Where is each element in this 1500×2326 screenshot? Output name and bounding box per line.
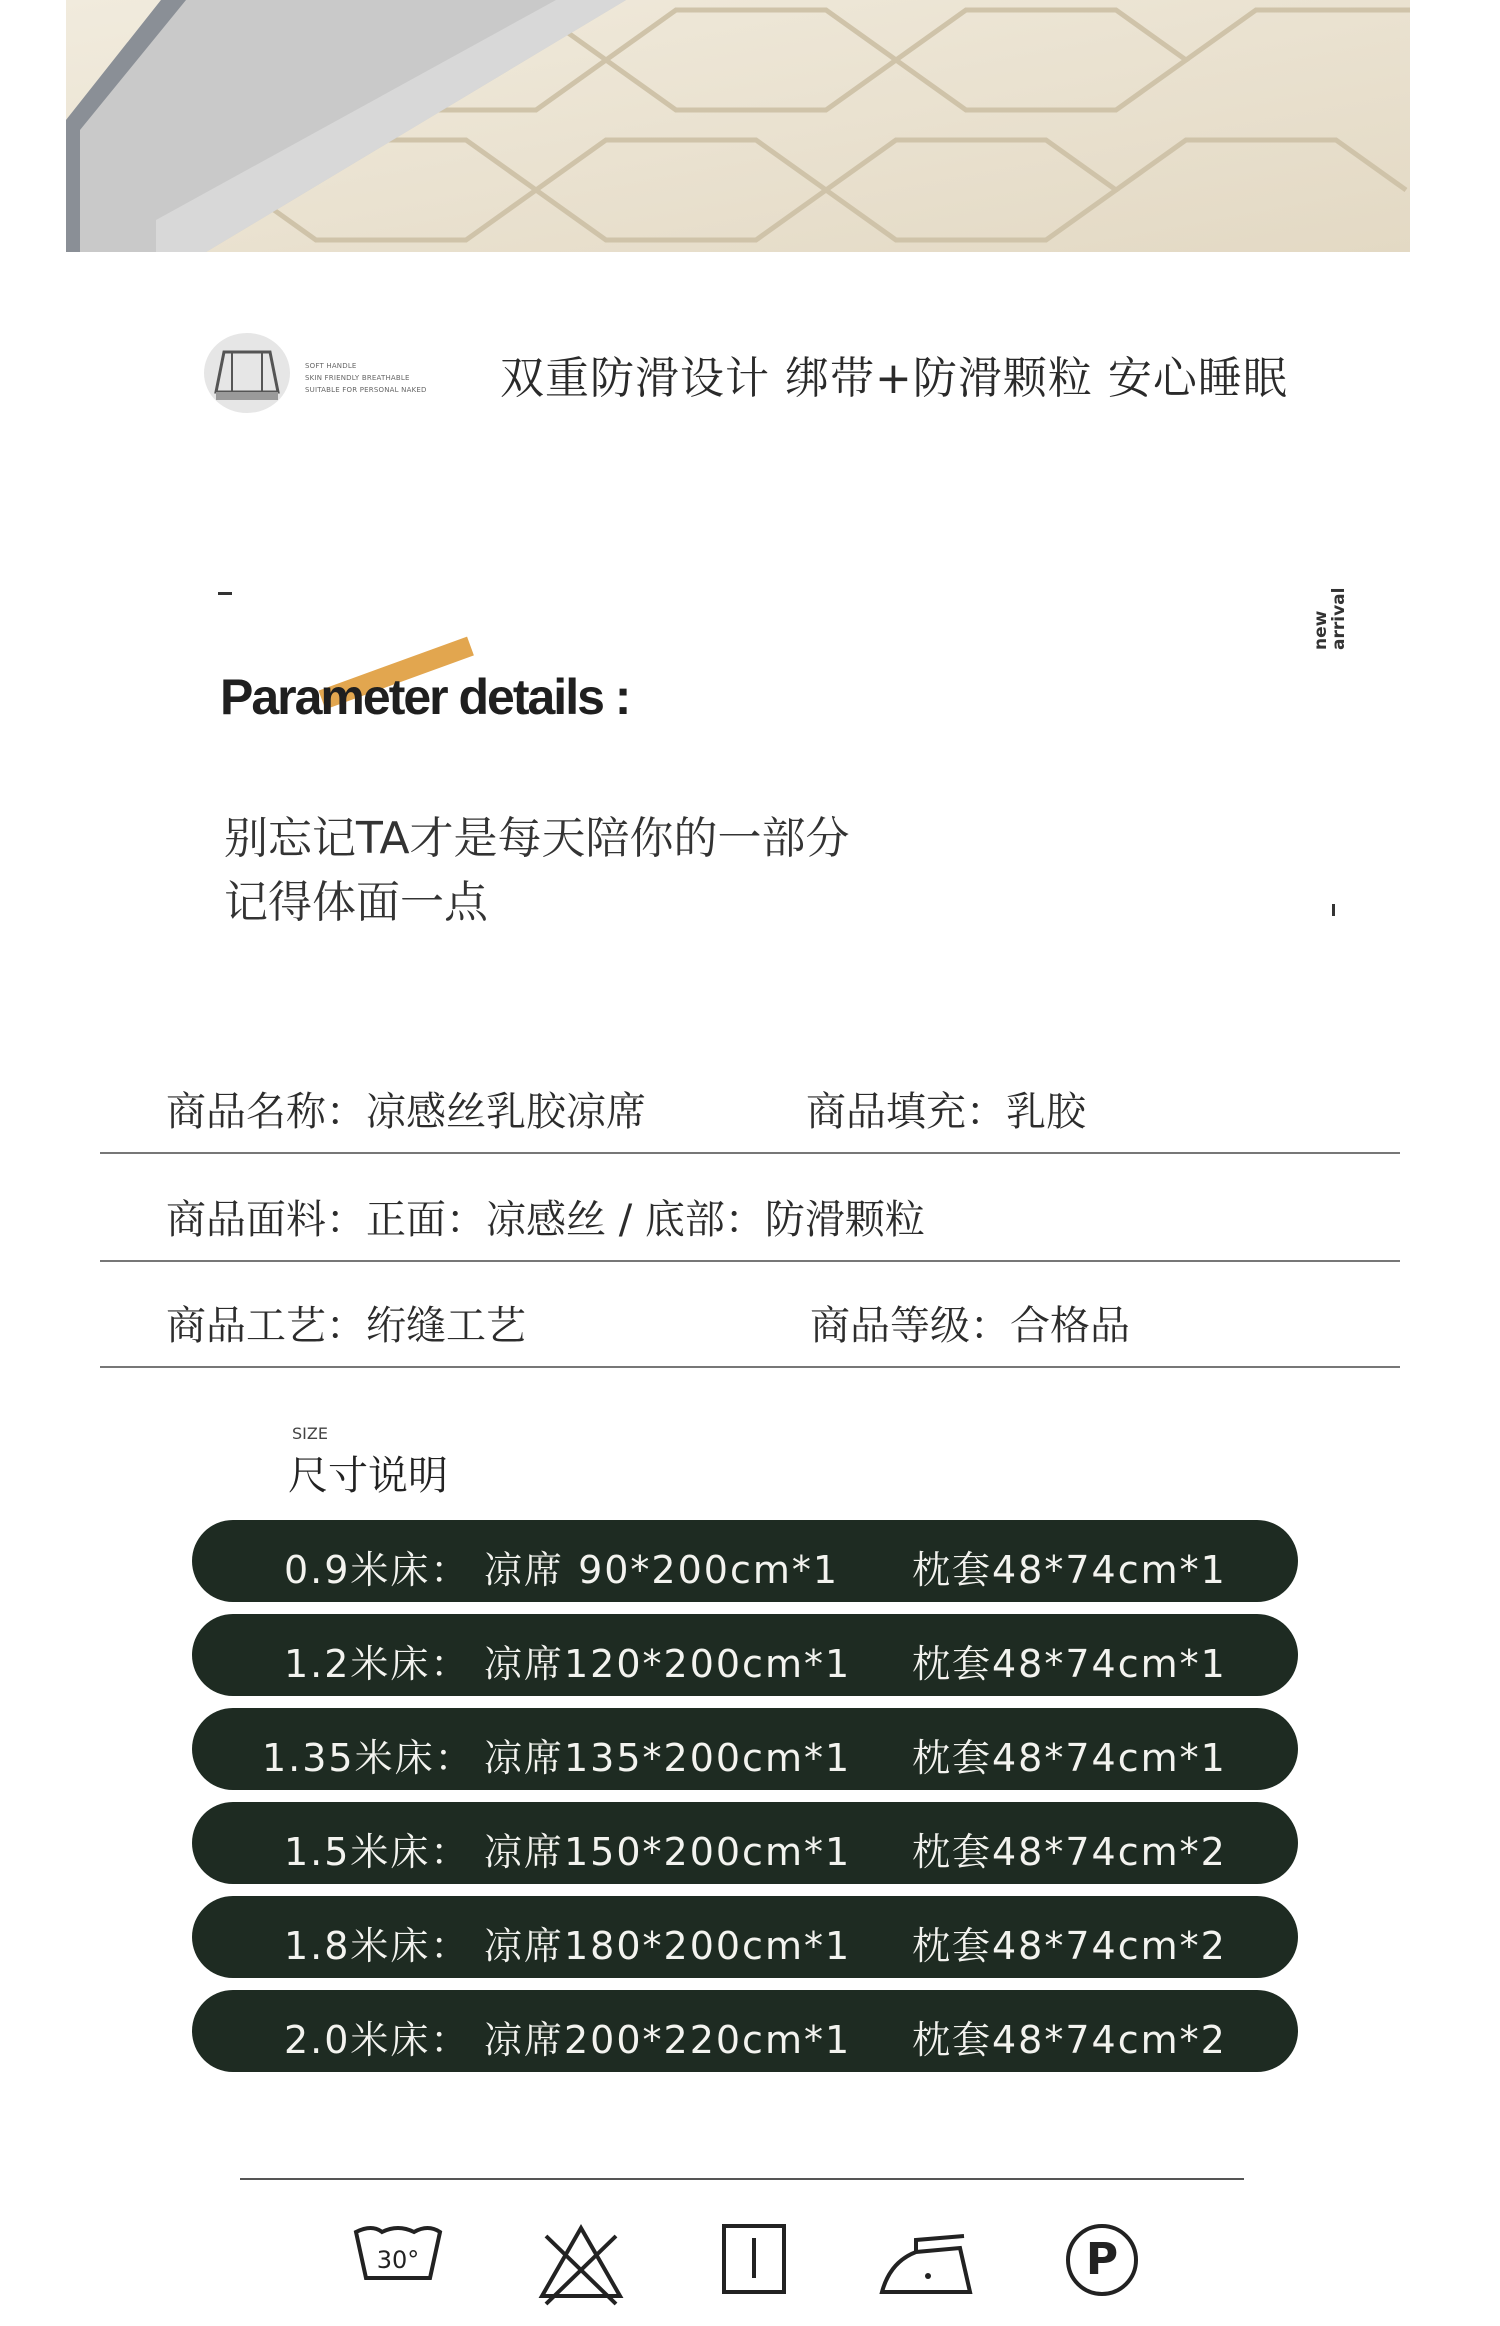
mattress-pad-icon <box>202 330 292 416</box>
param-row <box>100 1152 1400 1262</box>
size-bed: 1.2米床： <box>284 1642 471 1686</box>
param-fabric: 商品面料：正面：凉感丝 / 底部：防滑颗粒 <box>166 1197 925 1243</box>
size-bed: 2.0米床： <box>284 2018 471 2062</box>
new-arrival-line2: arrival <box>1329 587 1349 650</box>
size-bed: 1.8米床： <box>284 1924 471 1968</box>
feature-small-line: SOFT HANDLE <box>305 362 357 370</box>
size-pillow: 枕套48*74cm*1 <box>912 1548 1227 1592</box>
param-grade: 商品等级：合格品 <box>810 1303 1130 1349</box>
new-arrival-label <box>1312 570 1372 650</box>
feature-small-text <box>305 360 485 396</box>
size-mat: 凉席135*200cm*1 <box>484 1736 852 1780</box>
size-small-label: SIZE <box>292 1424 328 1443</box>
size-pillow: 枕套48*74cm*2 <box>912 1830 1227 1874</box>
tick-mark <box>1332 904 1335 916</box>
size-bed: 1.5米床： <box>284 1830 471 1874</box>
parameter-title: Parameter details : <box>220 669 630 725</box>
size-pillow: 枕套48*74cm*2 <box>912 2018 1227 2062</box>
size-mat: 凉席150*200cm*1 <box>484 1830 852 1874</box>
feature-text: 双重防滑设计 绑带+防滑颗粒 安心睡眠 <box>500 353 1288 404</box>
size-row <box>192 1896 1298 1978</box>
param-name: 商品名称：凉感丝乳胶凉席 <box>166 1089 646 1135</box>
size-mat: 凉席120*200cm*1 <box>484 1642 852 1686</box>
dry-clean-p-icon <box>1062 2222 1142 2322</box>
iron-icon <box>876 2222 976 2322</box>
size-row <box>192 1802 1298 1884</box>
param-craft: 商品工艺：绗缝工艺 <box>166 1303 526 1349</box>
size-title: 尺寸说明 <box>288 1453 448 1499</box>
new-arrival-line1: new <box>1311 610 1331 650</box>
size-pillow: 枕套48*74cm*1 <box>912 1642 1227 1686</box>
size-bed: 1.35米床： <box>262 1736 475 1780</box>
product-photo <box>66 0 1410 252</box>
size-pillow: 枕套48*74cm*2 <box>912 1924 1227 1968</box>
divider-dash <box>218 592 232 595</box>
size-pillow: 枕套48*74cm*1 <box>912 1736 1227 1780</box>
feature-small-line: SUITABLE FOR PERSONAL NAKED <box>305 386 427 394</box>
size-row <box>192 1520 1298 1602</box>
size-row <box>192 1614 1298 1696</box>
dry-clean-letter: P <box>1085 2234 1119 2285</box>
subtitle-line-2: 记得体面一点 <box>224 877 488 928</box>
subtitle-line-1: 别忘记TA才是每天陪你的一部分 <box>224 813 850 864</box>
size-bed: 0.9米床： <box>284 1548 471 1592</box>
size-mat: 凉席200*220cm*1 <box>484 2018 852 2062</box>
param-row <box>100 1258 1400 1368</box>
no-bleach-icon <box>536 2222 626 2322</box>
tumble-dry-icon <box>720 2222 788 2322</box>
care-divider <box>240 2178 1244 2180</box>
wash-30-icon <box>352 2222 444 2322</box>
size-row <box>192 1990 1298 2072</box>
param-filling: 商品填充：乳胶 <box>806 1089 1086 1135</box>
feature-small-line: SKIN FRIENDLY BREATHABLE <box>305 374 410 382</box>
size-mat: 凉席180*200cm*1 <box>484 1924 852 1968</box>
param-row <box>100 1044 1400 1154</box>
size-mat: 凉席 90*200cm*1 <box>484 1548 840 1592</box>
size-row <box>192 1708 1298 1790</box>
wash-temp: 30° <box>376 2246 420 2274</box>
